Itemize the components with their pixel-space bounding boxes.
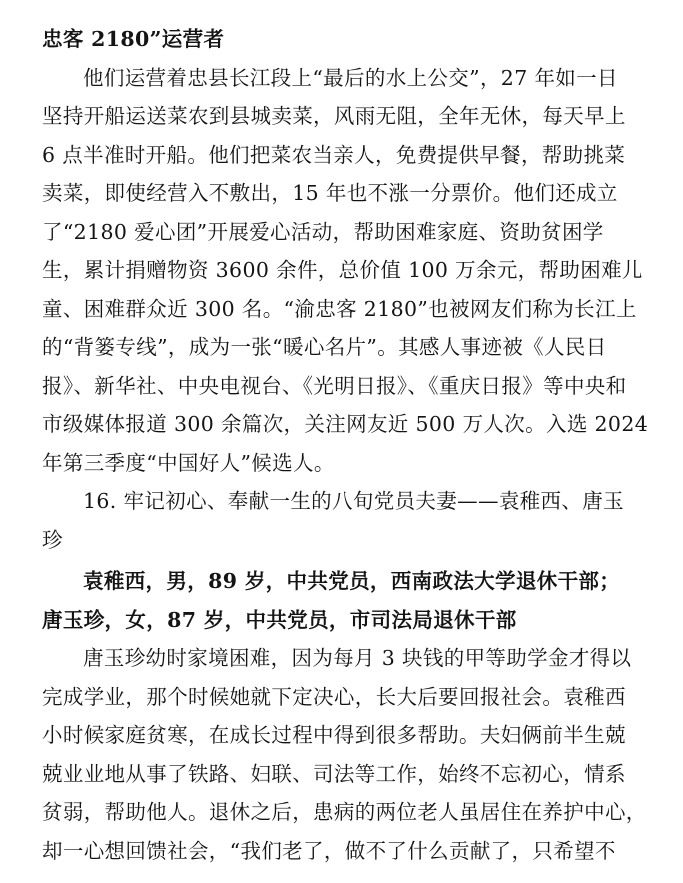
paragraph-line: 报》、新华社、中央电视台、《光明日报》、《重庆日报》等中央和 bbox=[42, 373, 627, 398]
section-heading-line: 珍 bbox=[42, 527, 63, 552]
paragraph-line: 卖菜，即使经营入不敷出，15 年也不涨一分票价。他们还成立 bbox=[42, 181, 618, 205]
paragraph-line: 生，累计捐赠物资 3600 余件，总价值 100 万余元，帮助困难儿 bbox=[42, 258, 643, 282]
paragraph-line: 市级媒体报道 300 余篇次，关注网友近 500 万人次。入选 2024 bbox=[42, 412, 649, 436]
paragraph-line: 他们运营着忠县长江段上“最后的水上公交”，27 年如一日 bbox=[83, 65, 618, 90]
paragraph-couple bbox=[42, 639, 647, 870]
paragraph-line: 坚持开船运送菜农到县城卖菜，风雨无阻，全年无休，每天早上 bbox=[42, 104, 626, 128]
section-heading-line: 16. 牢记初心、奉献一生的八旬党员夫妻——袁稚西、唐玉 bbox=[83, 489, 624, 513]
paragraph-line: 6 点半准时开船。他们把菜农当亲人，免费提供早餐，帮助挑菜 bbox=[42, 142, 626, 167]
paragraph-yuzhongke bbox=[42, 59, 649, 483]
heading-continuation: 忠客 2180”运营者 bbox=[42, 27, 225, 51]
paragraph-line: 完成学业，那个时候她就下定决心，长大后要回报社会。袁稚西 bbox=[42, 684, 626, 709]
paragraph-line: 的“背篓专线”，成为一张“暖心名片”。其感人事迹被《人民日 bbox=[42, 335, 607, 359]
section-heading-16 bbox=[42, 482, 640, 559]
paragraph-line: 了“2180 爱心团”开展爱心活动，帮助困难家庭、资助贫困学 bbox=[42, 219, 604, 244]
paragraph-line: 却一心想回馈社会，“我们老了，做不了什么贡献了，只希望不 bbox=[42, 838, 616, 863]
profile-line: 唐玉珍，女，87 岁，中共党员，市司法局退休干部 bbox=[42, 607, 517, 632]
paragraph-line: 年第三季度“中国好人”候选人。 bbox=[42, 450, 335, 475]
profile-line: 袁稚西，男，89 岁，中共党员，西南政法大学退休干部； bbox=[83, 569, 621, 593]
paragraph-line: 童、困难群众近 300 名。“渝忠客 2180”也被网友们称为长江上 bbox=[42, 296, 637, 321]
paragraph-line: 兢业业地从事了铁路、妇联、司法等工作，始终不忘初心，情系 bbox=[42, 761, 626, 786]
document-page bbox=[42, 20, 649, 870]
profile-block bbox=[42, 562, 640, 639]
paragraph-line: 小时候家庭贫寒，在成长过程中得到很多帮助。夫妇俩前半生兢 bbox=[42, 723, 626, 747]
paragraph-line: 唐玉珍幼时家境困难，因为每月 3 块钱的甲等助学金才得以 bbox=[83, 646, 632, 670]
paragraph-line: 贫弱，帮助他人。退休之后，患病的两位老人虽居住在养护中心， bbox=[42, 800, 647, 824]
